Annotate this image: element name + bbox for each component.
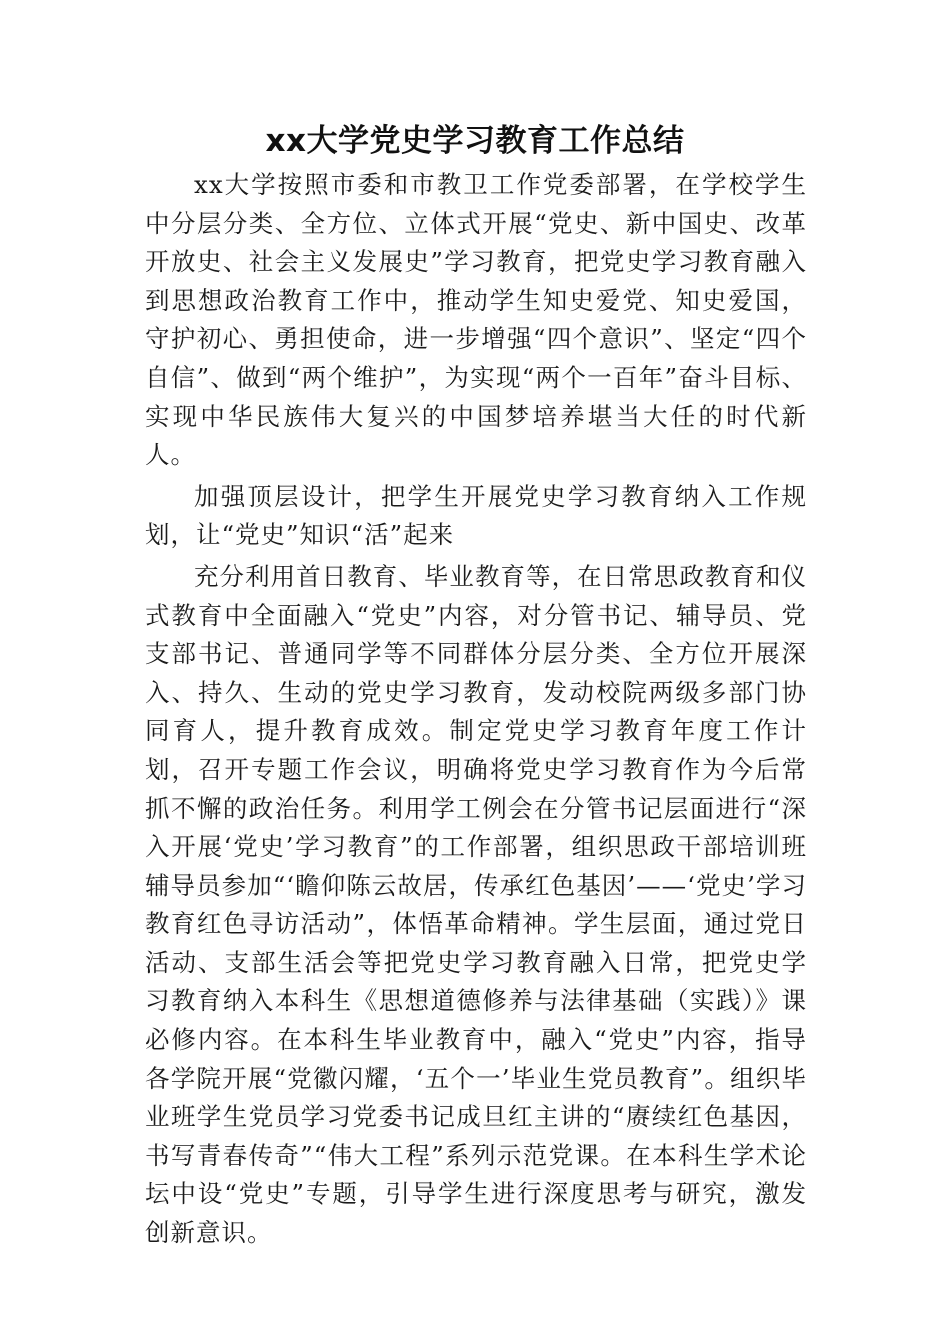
paragraph-details: 充分利用首日教育、毕业教育等，在日常思政教育和仪式教育中全面融入“党史”内容，对分管书记、辅导员、党支部书记、普通同学等不同群体分层分类、全方位开展深入、持久、生动的党史学习教育，发动校院两级多部门协同育人，提升教育成效。制定党史学习教育年度工作计划，召开专题工作会议，明确将党史学习教育作为今后常抓不懈的政治任务。利用学工例会在分管书记层面进行“深入开展‘党史’学习教育”的工作部署，组织思政干部培训班辅导员参加“‘瞻仰陈云故居，传承红色基因’——‘党史’学习教育红色寻访活动”，体悟革命精神。学生层面，通过党日活动、支部生活会等把党史学习教育融入日常，把党史学习教育纳入本科生《思想道德修养与法律基础（实践）》课必修内容。在本科生毕业教育中，融入“党史”内容，指导各学院开展“党徽闪耀，‘五个一’毕业生党员教育”。组织毕业班学生党员学习党委书记成旦红主讲的“赓续红色基因，书写青春传奇”“伟大工程”系列示范党课。在本科生学术论坛中设“党史”专题，引导学生进行深度思考与研究，激发创新意识。 <box>145 561 807 1248</box>
section-heading: 加强顶层设计，把学生开展党史学习教育纳入工作规划，让“党史”知识“活”起来 <box>145 481 807 550</box>
document-body <box>145 166 807 1256</box>
document-title: xx大学党史学习教育工作总结 <box>265 123 685 159</box>
paragraph-intro: xx大学按照市委和市教卫工作党委部署，在学校学生中分层分类、全方位、立体式开展“党史、新中国史、改革开放史、社会主义发展史”学习教育，把党史学习教育融入到思想政治教育工作中，推动学生知史爱党、知史爱国，守护初心、勇担使命，进一步增强“四个意识”、坚定“四个自信”、做到“两个维护”，为实现“两个一百年”奋斗目标、实现中华民族伟大复兴的中国梦培养堪当大任的时代新人。 <box>145 170 807 470</box>
